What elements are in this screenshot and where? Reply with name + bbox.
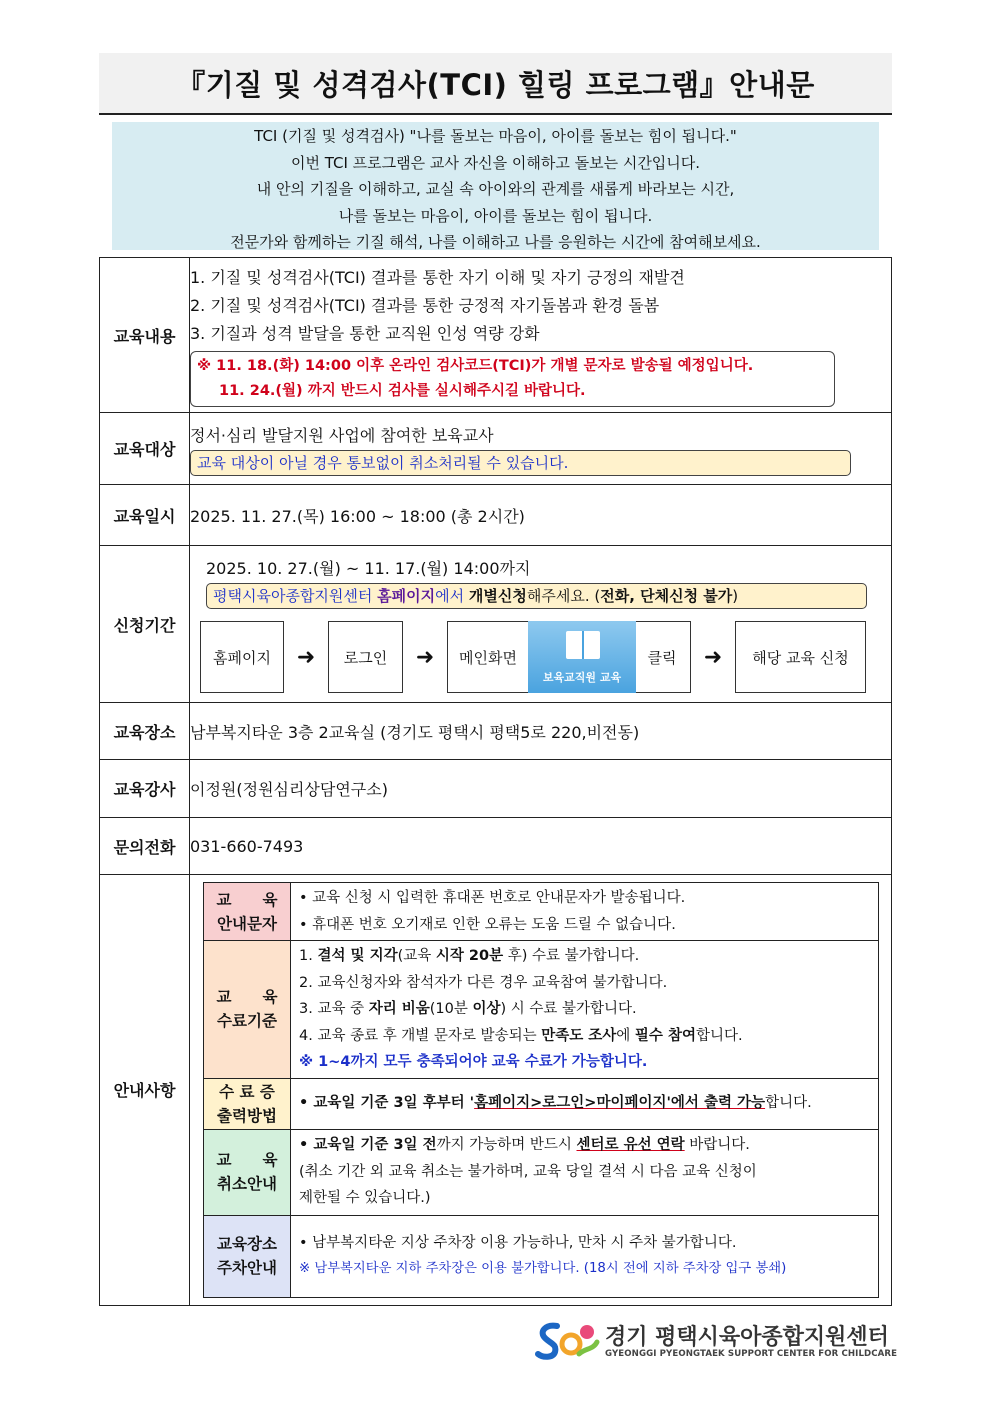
- notice-individual: 개별신청: [468, 587, 527, 605]
- org-name-english: GYEONGGI PYEONGTAEK SUPPORT CENTER FOR CHILDCARE: [605, 1349, 898, 1359]
- intro-line: 내 안의 기질을 이해하고, 교실 속 아이와의 관계를 새롭게 바라보는 시간,: [256, 180, 735, 198]
- target-notice: 교육 대상이 아닐 경우 통보없이 취소처리될 수 있습니다.: [190, 450, 851, 476]
- guide-cancel-label: 교 육 취소안내: [204, 1129, 291, 1215]
- org-name-korean: 경기 평택시육아종합지원센터: [605, 1325, 889, 1350]
- arrow-right-icon: ➜: [703, 644, 723, 670]
- label-guide: 안내사항: [100, 875, 190, 1306]
- intro-line: TCI (기질 및 성격검사) "나를 돌보는 마음이, 아이를 돌보는 힘이 됩니다.": [254, 127, 737, 145]
- apply-notice: [206, 583, 867, 609]
- label-place: 교육장소: [100, 703, 190, 760]
- row-content: [100, 258, 892, 413]
- step-homepage: 홈페이지: [200, 621, 284, 693]
- content-item: 2. 기질 및 성격검사(TCI) 결과를 통한 긍정적 자기돌봄과 환경 돌봄: [190, 295, 660, 315]
- guide-certificate-label: 수 료 증 출력방법: [204, 1078, 291, 1129]
- content-item: 1. 기질 및 성격검사(TCI) 결과를 통한 자기 이해 및 자기 긍정의 재발견: [190, 267, 685, 287]
- criteria-line: 3. 교육 중 자리 비움(10분 이상) 시 수료 불가합니다.: [299, 1001, 637, 1017]
- intro-line: 전문가와 함께하는 기질 해석, 나를 이해하고 나를 응원하는 시간에 참여해보세요.: [230, 233, 761, 251]
- row-place: [100, 703, 892, 760]
- guide-criteria-label: 교 육 수료기준: [204, 941, 291, 1079]
- row-datetime: [100, 485, 892, 546]
- step-main-screen: [447, 621, 691, 693]
- footer-logo: [535, 1318, 898, 1368]
- parking-note: ※ 남부복지타운 지하 주차장은 이용 불가합니다. (18시 전에 지하 주차장 입구 봉쇄): [299, 1261, 787, 1276]
- row-apply: [100, 546, 892, 703]
- notice-please: 해주세요. (: [526, 587, 601, 605]
- guide-certificate: [204, 1078, 879, 1129]
- notice-homepage: 홈페이지: [377, 587, 436, 605]
- phone-text: 031-660-7493: [190, 818, 892, 875]
- intro-box: [112, 122, 879, 250]
- apply-flow: [200, 621, 891, 693]
- criteria-line: 2. 교육신청자와 참석자가 다른 경우 교육참여 불가합니다.: [299, 974, 668, 991]
- lecturer-text: 이정원(정원심리상담연구소): [190, 760, 892, 818]
- criteria-note: ※ 1~4까지 모두 충족되어야 교육 수료가 가능합니다.: [299, 1054, 648, 1070]
- label-phone: 문의전화: [100, 818, 190, 875]
- guide-table: [203, 882, 879, 1298]
- center-logo-icon: [535, 1318, 601, 1364]
- info-table: [99, 257, 892, 1306]
- book-banner-icon: [528, 621, 636, 693]
- criteria-line: 1. 결석 및 지각(교육 시작 20분 후) 수료 불가합니다.: [299, 948, 640, 964]
- notice-line-2: 11. 24.(월) 까지 반드시 검사를 실시해주시길 바랍니다.: [219, 382, 586, 399]
- cancel-line: (취소 기간 외 교육 취소는 불가하며, 교육 당일 결석 시 다음 교육 신청이: [299, 1163, 757, 1180]
- row-phone: [100, 818, 892, 875]
- certificate-text: • 교육일 기준 3일 후부터 '홈페이지>로그인>마이페이지'에서 출력 가능합니다.: [291, 1078, 879, 1129]
- cancel-line: • 교육일 기준 3일 전까지 가능하며 반드시 센터로 유선 연락 바랍니다.: [299, 1137, 750, 1154]
- intro-line: 나를 돌보는 마음이, 아이를 돌보는 힘이 됩니다.: [338, 206, 653, 225]
- row-guide: [100, 875, 892, 1306]
- document-title: 『기질 및 성격검사(TCI) 힐링 프로그램』안내문: [99, 53, 892, 115]
- label-apply: 신청기간: [100, 546, 190, 703]
- notice-no-phone: 전화, 단체신청 불가: [600, 587, 733, 605]
- target-text: 정서·심리 발달지원 사업에 참여한 보육교사: [190, 425, 494, 445]
- label-datetime: 교육일시: [100, 485, 190, 546]
- sms-line: • 교육 신청 시 입력한 휴대폰 번호로 안내문자가 발송됩니다.: [299, 890, 686, 906]
- row-lecturer: [100, 760, 892, 818]
- notice-line-1: ※ 11. 18.(화) 14:00 이후 온라인 검사코드(TCI)가 개별 문자로 발송될 예정입니다.: [197, 357, 754, 374]
- datetime-text: 2025. 11. 27.(목) 16:00 ~ 18:00 (총 2시간): [190, 485, 892, 546]
- parking-line: • 남부복지타운 지상 주차장 이용 가능하나, 만차 시 주차 불가합니다.: [299, 1234, 737, 1251]
- content-notice: [190, 351, 835, 407]
- notice-paren: ): [732, 587, 739, 605]
- intro-line: 이번 TCI 프로그램은 교사 자신을 이해하고 돌보는 시간입니다.: [290, 153, 701, 172]
- guide-sms: [204, 883, 879, 941]
- book-icon: [566, 631, 600, 659]
- guide-parking: [204, 1215, 879, 1297]
- banner-caption: 보육교직원 교육: [542, 671, 622, 684]
- notice-center: 평택시육아종합지원센터: [213, 587, 378, 605]
- label-lecturer: 교육강사: [100, 760, 190, 818]
- criteria-line: 4. 교육 종료 후 개별 문자로 발송되는 만족도 조사에 필수 참여합니다.: [299, 1027, 743, 1044]
- step-login: 로그인: [328, 621, 403, 693]
- notice-at: 에서: [435, 587, 469, 605]
- arrow-right-icon: ➜: [296, 644, 316, 670]
- step-main-label: 메인화면: [459, 648, 517, 667]
- apply-period: 2025. 10. 27.(월) ~ 11. 17.(월) 14:00까지: [206, 559, 531, 578]
- step-click-label: 클릭: [647, 648, 677, 667]
- guide-sms-label: 교 육 안내문자: [204, 883, 291, 941]
- guide-parking-label: 교육장소 주차안내: [204, 1215, 291, 1297]
- label-content: 교육내용: [100, 258, 190, 413]
- label-target: 교육대상: [100, 413, 190, 485]
- arrow-right-icon: ➜: [415, 644, 435, 670]
- row-target: [100, 413, 892, 485]
- place-text: 남부복지타운 3층 2교육실 (경기도 평택시 평택5로 220,비전동): [190, 703, 892, 760]
- cancel-line: 제한될 수 있습니다.): [299, 1190, 431, 1207]
- content-item: 3. 기질과 성격 발달을 통한 교직원 인성 역량 강화: [190, 323, 540, 343]
- sms-line: • 휴대폰 번호 오기재로 인한 오류는 도움 드릴 수 없습니다.: [299, 916, 676, 933]
- guide-cancel: [204, 1129, 879, 1215]
- step-apply-course: 해당 교육 신청: [735, 621, 866, 693]
- guide-criteria: [204, 941, 879, 1079]
